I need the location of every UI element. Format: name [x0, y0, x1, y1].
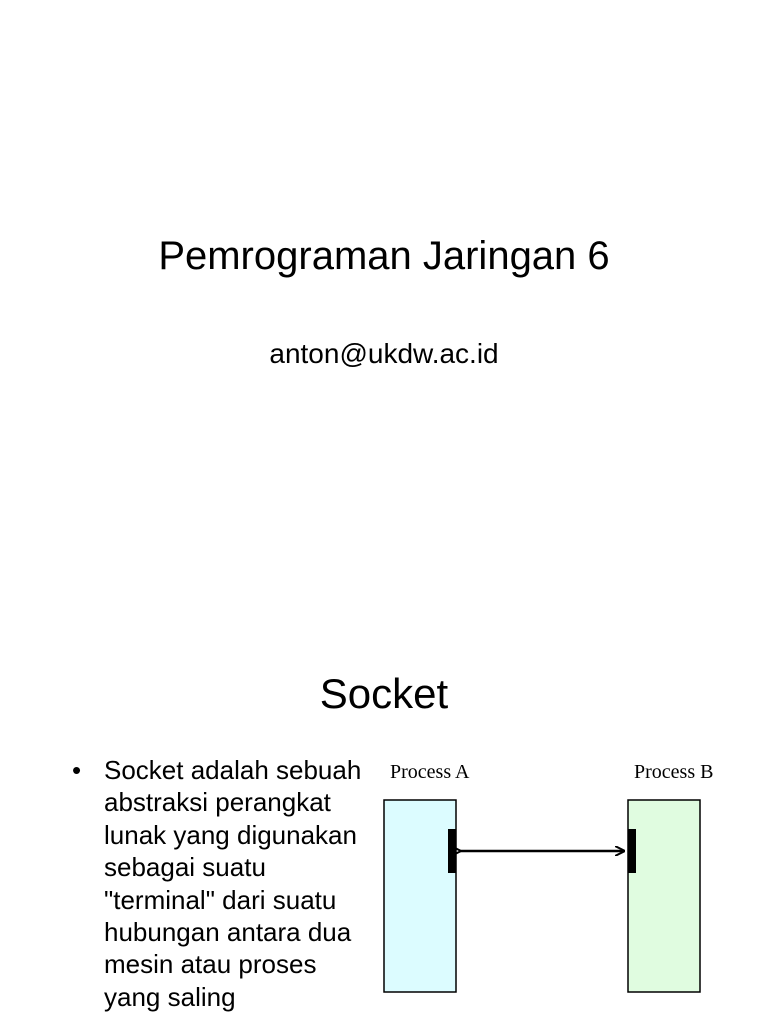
process-a-box [384, 800, 456, 992]
socket-a-endpoint [448, 829, 456, 873]
process-b-label: Process B [634, 761, 714, 783]
bullet-text: Socket adalah sebuah abstraksi perangkat lunak yang digunakan sebagai suatu "terminal" dari suatu hubungan antara dua mesin atau proses yang saling [104, 755, 362, 1012]
author-email: anton@ukdw.ac.id [269, 338, 499, 369]
bullet-item [72, 754, 372, 1013]
slide-title: Pemrograman Jaringan 6 [158, 234, 610, 278]
bullet-icon: • [72, 755, 82, 785]
socket-slide-title: Socket [319, 670, 449, 717]
socket-b-endpoint [628, 829, 636, 873]
process-a-label: Process A [390, 761, 470, 783]
bullet-list [72, 754, 372, 1013]
socket-diagram [370, 750, 730, 1024]
process-b-box [628, 800, 700, 992]
socket-slide [0, 600, 768, 1024]
